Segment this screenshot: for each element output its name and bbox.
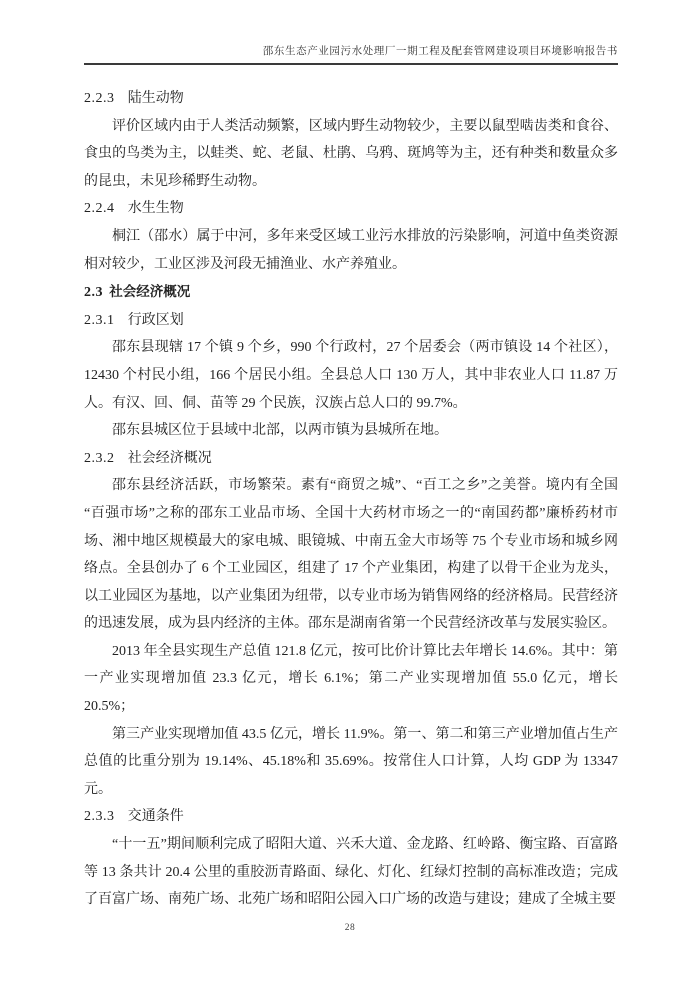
section-number: 2.3.1 bbox=[84, 312, 115, 328]
section-number: 2.3.2 bbox=[84, 450, 115, 466]
section-title: 行政区划 bbox=[127, 312, 184, 328]
page-footer bbox=[0, 917, 700, 935]
paragraph-terrestrial-animals: 评价区域内由于人类活动频繁，区域内野生动物较少，主要以鼠型啮齿类和食谷、食虫的鸟类为主，以蛙类、蛇、老鼠、杜鹃、乌鸦、斑鸠等为主，还有种类和数量众多的昆虫，未见珍稀野生动物。 bbox=[84, 118, 618, 189]
page-header bbox=[84, 44, 618, 65]
section-number: 2.2.4 bbox=[84, 201, 115, 217]
section-title: 社会经济概况 bbox=[127, 450, 212, 466]
section-heading-2-3-2 bbox=[84, 445, 618, 473]
section-heading-2-2-3 bbox=[84, 85, 618, 113]
paragraph-administrative-divisions: 邵东县现辖 17 个镇 9 个乡，990 个行政村，27 个居委会（两市镇设 14 个社区），12430 个村民小组，166 个居民小组。全县总人口 130 万人，其中非农业人口 11.87 万人。有汉、回、侗、苗等 29 个民族，汉族占总人口的 99.7%。 bbox=[84, 340, 618, 411]
paragraph-aquatic-life: 桐江（邵水）属于中河，多年来受区域工业污水排放的污染影响，河道中鱼类资源相对较少，工业区涉及河段无捕渔业、水产养殖业。 bbox=[84, 228, 618, 272]
section-heading-2-3 bbox=[84, 278, 618, 307]
section-heading-2-3-1 bbox=[84, 307, 618, 335]
paragraph-transportation: “十一五”期间顺利完成了昭阳大道、兴禾大道、金龙路、红岭路、衡宝路、百富路等 13 条共计 20.4 公里的重胶沥青路面、绿化、灯化、红绿灯控制的高标准改造；完成了百富广场、南苑广场、北苑广场和昭阳公园入口广场的改造与建设；建成了全城主要 bbox=[84, 837, 618, 908]
paragraph-tertiary-industry: 第三产业实现增加值 43.5 亿元，增长 11.9%。第一、第二和第三产业增加值占生产总值的比重分别为 19.14%、45.18%和 35.69%。按常住人口计算，人均 GDP 为 13347 元。 bbox=[84, 726, 618, 797]
section-title: 交通条件 bbox=[127, 809, 184, 825]
section-number: 2.2.3 bbox=[84, 91, 115, 106]
paragraph-county-seat: 邵东县城区位于县域中北部，以两市镇为县城所在地。 bbox=[112, 423, 448, 439]
section-heading-2-2-4 bbox=[84, 195, 618, 223]
paragraph-economy-overview: 邵东县经济活跃，市场繁荣。素有“商贸之城”、“百工之乡”之美誉。境内有全国“百强市场”之称的邵东工业品市场、全国十大药材市场之一的“南国药都”廉桥药材市场、湘中地区规模最大的家电城、眼镜城、中南五金大市场等 75 个专业市场和城乡网络点。全县创办了 6 个工业园区，组建了 17 个产业集团，构建了以骨干企业为龙头，以工业园区为基地，以产业集团为纽带，以专业市场为销售网络的经济格局。民营经济的迅速发展，成为县内经济的主体。邵东是湖南省第一个民营经济改革与发展实验区。 bbox=[84, 478, 618, 632]
section-title: 陆生动物 bbox=[127, 91, 184, 106]
section-number: 2.3 bbox=[84, 285, 103, 301]
section-title: 水生生物 bbox=[127, 201, 184, 217]
document-content bbox=[84, 85, 618, 914]
header-rule bbox=[84, 63, 618, 65]
section-heading-2-3-3 bbox=[84, 803, 618, 831]
section-title: 社会经济概况 bbox=[109, 284, 191, 300]
paragraph-gdp-2013: 2013 年全县实现生产总值 121.8 亿元，按可比价计算比去年增长 14.6%。其中：第一产业实现增加值 23.3 亿元，增长 6.1%；第二产业实现增加值 55.0 亿元，增长 20.5%； bbox=[84, 643, 618, 715]
section-number: 2.3.3 bbox=[84, 809, 115, 825]
page-number: 28 bbox=[344, 923, 356, 933]
report-title-header: 邵东生态产业园污水处理厂一期工程及配套管网建设项目环境影响报告书 bbox=[262, 46, 618, 57]
